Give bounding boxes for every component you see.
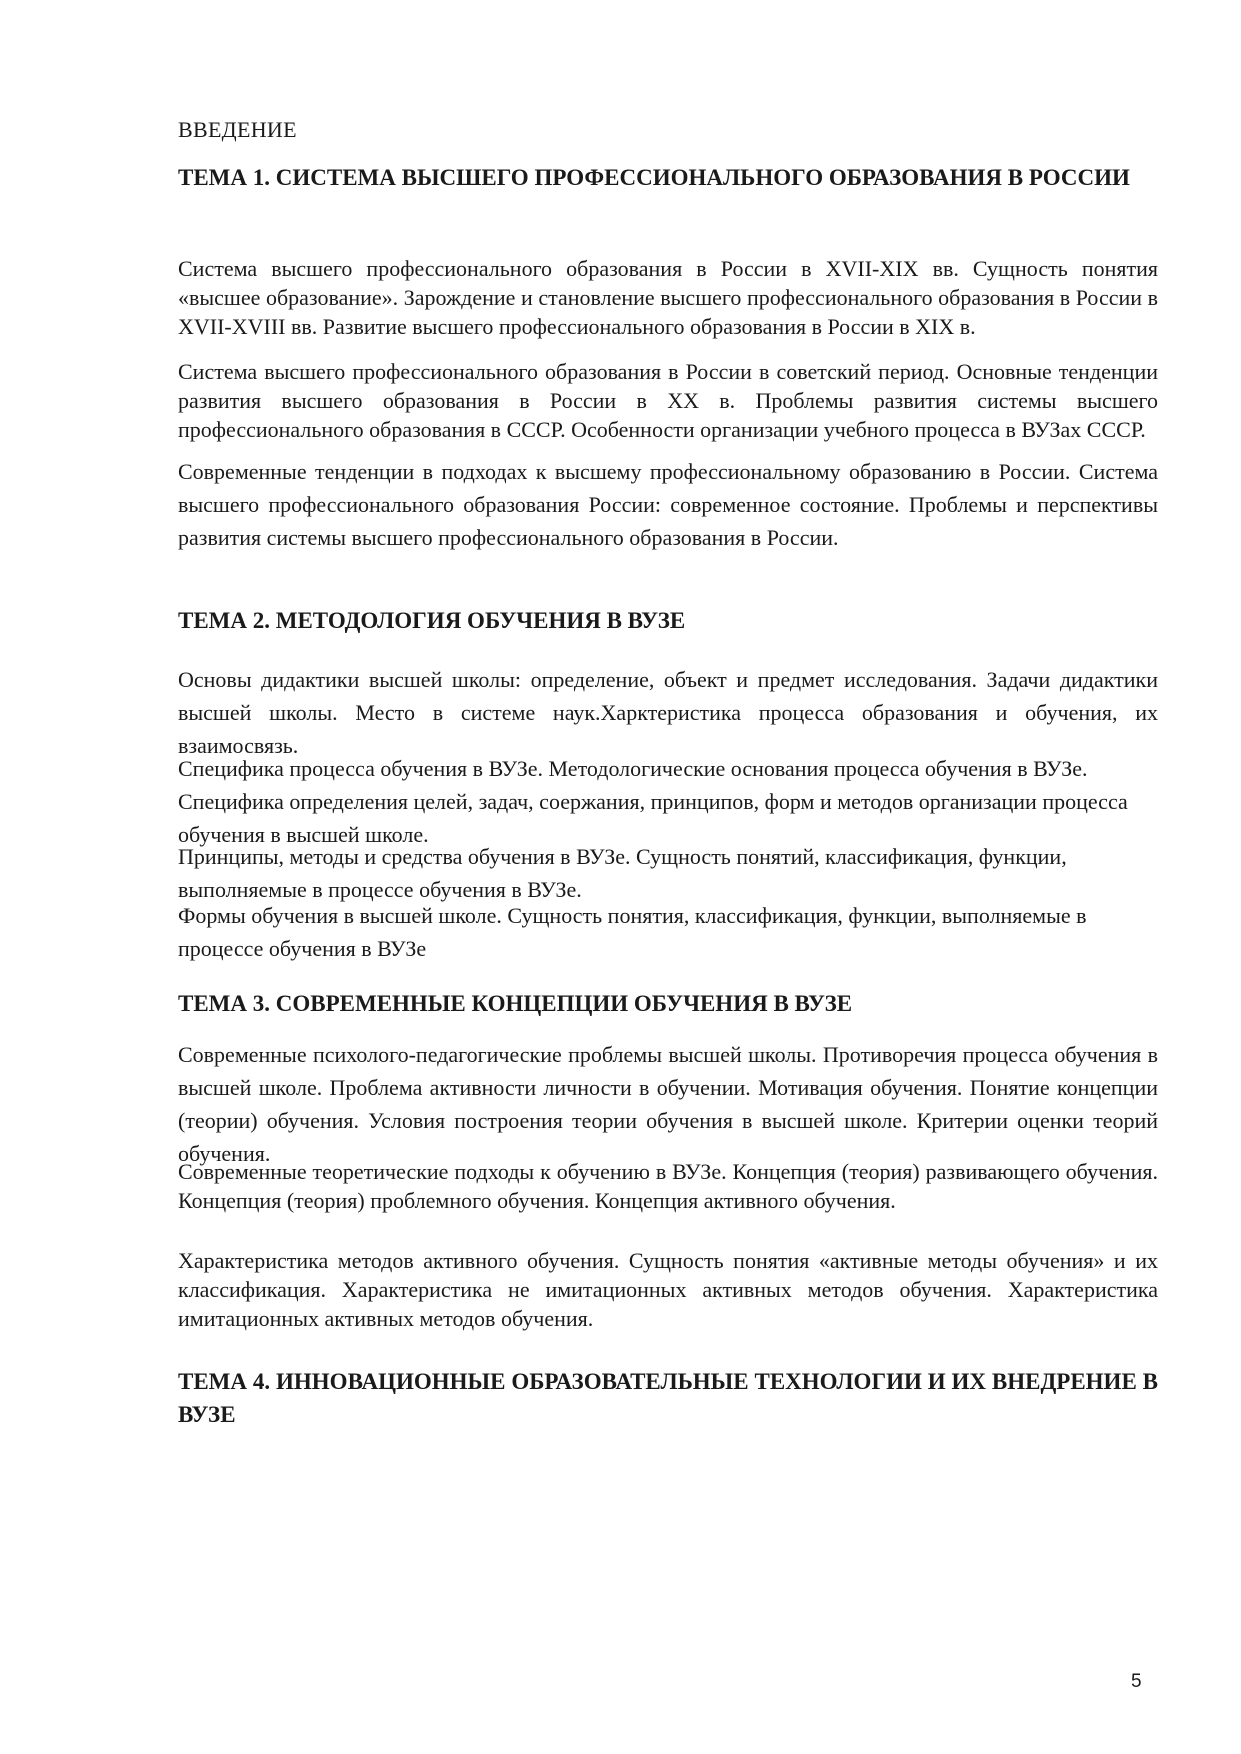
intro-heading: ВВЕДЕНИЕ: [178, 117, 297, 142]
topic-4-heading: ТЕМА 4. ИННОВАЦИОННЫЕ ОБРАЗОВАТЕЛЬНЫЕ ТЕХНОЛОГИИ И ИХ ВНЕДРЕНИЕ В ВУЗЕ: [178, 1369, 1158, 1427]
topic-2-paragraph-3: Принципы, методы и средства обучения в ВУЗе. Сущность понятий, классификация, функции, выполняемые в процессе обучения в ВУЗе.: [178, 844, 1067, 902]
topic-1-paragraph-2: Система высшего профессионального образования в России в советский период. Основные тенденции развития высшего образования в России в XX в. Проблемы развития системы высшего профессионального образования в СССР. Особенности организации учебного процесса в ВУЗах СССР.: [178, 359, 1158, 442]
topic-2-paragraph-1: Основы дидактики высшей школы: определение, объект и предмет исследования. Задачи дидактики высшей школы. Место в системе наук.Харктеристика процесса образования и обучения, их взаимосвязь.: [178, 667, 1158, 758]
topic-2-paragraph-2: Специфика процесса обучения в ВУЗе. Методологические основания процесса обучения в ВУЗе. Специфика определения целей, задач, соержания, принципов, форм и методов организации процесса обучения в высшей школе.: [178, 756, 1128, 847]
page-number: 5: [1131, 1671, 1142, 1692]
topic-3-heading: ТЕМА 3. СОВРЕМЕННЫЕ КОНЦЕПЦИИ ОБУЧЕНИЯ В ВУЗЕ: [178, 991, 853, 1016]
topic-2-heading: ТЕМА 2. МЕТОДОЛОГИЯ ОБУЧЕНИЯ В ВУЗЕ: [178, 608, 686, 633]
topic-2-paragraph-4: Формы обучения в высшей школе. Сущность понятия, классификация, функции, выполняемые в процессе обучения в ВУЗе: [178, 903, 1087, 961]
topic-3-paragraph-2: Современные теоретические подходы к обучению в ВУЗе. Концепция (теория) развивающего обучения. Концепция (теория) проблемного обучения. Концепция активного обучения.: [178, 1159, 1158, 1213]
topic-1-paragraph-3: Современные тенденции в подходах к высшему профессиональному образованию в России. Система высшего профессионального образования России: современное состояние. Проблемы и перспективы развития системы высшего профессионального образования в России.: [178, 459, 1158, 550]
topic-3-paragraph-1: Современные психолого-педагогические проблемы высшей школы. Противоречия процесса обучения в высшей школе. Проблема активности личности в обучении. Мотивация обучения. Понятие концепции (теории) обучения. Условия построения теории обучения в высшей школе. Критерии оценки теорий обучения.: [178, 1042, 1158, 1166]
topic-1-heading: ТЕМА 1. СИСТЕМА ВЫСШЕГО ПРОФЕССИОНАЛЬНОГО ОБРАЗОВАНИЯ В РОССИИ: [178, 165, 1130, 190]
topic-3-paragraph-3: Характеристика методов активного обучения. Сущность понятия «активные методы обучения» и их классификация. Характеристика не имитационных активных методов обучения. Характеристика имитационных активных методов обучения.: [178, 1248, 1158, 1331]
topic-1-paragraph-1: Система высшего профессионального образования в России в XVII-XIX вв. Сущность понятия «высшее образование». Зарождение и становление высшего профессионального образования в России в XVII-XVIII вв. Развитие высшего профессионального образования в России в XIX в.: [178, 256, 1158, 339]
